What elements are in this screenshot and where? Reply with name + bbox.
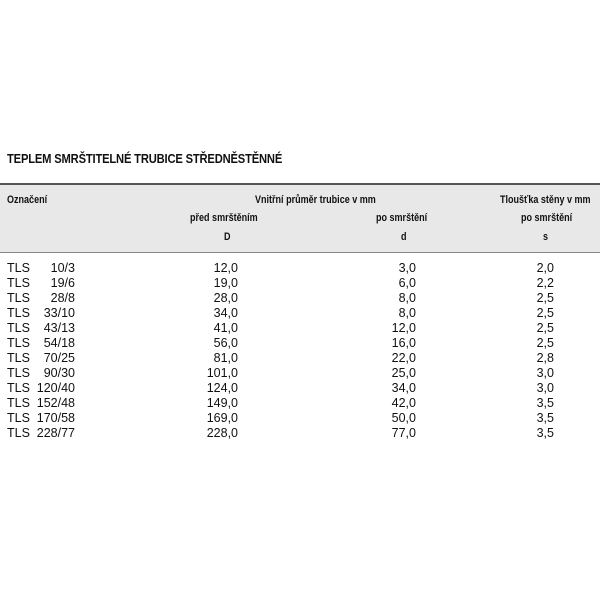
cell-diameter-before: 28,0: [213, 291, 238, 305]
cell-prefix: TLS: [7, 396, 30, 410]
cell-size: 120/40: [36, 381, 75, 395]
cell-wall-thickness: 2,5: [536, 291, 554, 305]
table-row: [0, 306, 600, 321]
cell-diameter-after: 22,0: [391, 351, 416, 365]
cell-wall-thickness: 2,5: [536, 321, 554, 335]
cell-size: 54/18: [43, 336, 75, 350]
cell-diameter-before: 169,0: [206, 411, 238, 425]
table-row: [0, 276, 600, 291]
cell-prefix: TLS: [7, 381, 30, 395]
cell-size: 90/30: [43, 366, 75, 380]
header-bottom-rule: [0, 252, 600, 253]
document-title: TEPLEM SMRŠTITELNÉ TRUBICE STŘEDNĚSTĚNNÉ: [7, 151, 283, 166]
header-wall-thickness: Tloušťka stěny v mm: [500, 194, 591, 206]
cell-wall-thickness: 2,5: [536, 306, 554, 320]
cell-diameter-before: 149,0: [206, 396, 238, 410]
cell-diameter-before: 101,0: [206, 366, 238, 380]
cell-wall-thickness: 2,5: [536, 336, 554, 350]
cell-wall-thickness: 2,2: [536, 276, 554, 290]
header-before-shrink: před smrštěním: [190, 212, 258, 224]
header-designation: Označení: [7, 194, 48, 206]
cell-wall-thickness: 3,0: [536, 381, 554, 395]
cell-wall-thickness: 3,5: [536, 411, 554, 425]
cell-prefix: TLS: [7, 291, 30, 305]
cell-wall-thickness: 2,8: [536, 351, 554, 365]
cell-diameter-after: 77,0: [391, 426, 416, 440]
table-row: [0, 396, 600, 411]
cell-prefix: TLS: [7, 366, 30, 380]
cell-prefix: TLS: [7, 351, 30, 365]
table-row: [0, 381, 600, 396]
cell-size: 43/13: [43, 321, 75, 335]
cell-prefix: TLS: [7, 411, 30, 425]
cell-prefix: TLS: [7, 426, 30, 440]
table-row: [0, 321, 600, 336]
cell-prefix: TLS: [7, 276, 30, 290]
table-row: [0, 261, 600, 276]
cell-diameter-after: 42,0: [391, 396, 416, 410]
header-after-shrink: po smrštění: [376, 212, 428, 224]
cell-wall-thickness: 3,5: [536, 396, 554, 410]
cell-prefix: TLS: [7, 321, 30, 335]
header-symbol-d: d: [401, 231, 407, 243]
cell-diameter-after: 16,0: [391, 336, 416, 350]
header-symbol-s: s: [543, 231, 549, 243]
cell-size: 10/3: [50, 261, 75, 275]
cell-diameter-after: 8,0: [398, 306, 416, 320]
cell-size: 170/58: [36, 411, 75, 425]
cell-size: 228/77: [36, 426, 75, 440]
cell-diameter-before: 124,0: [206, 381, 238, 395]
header-symbol-D: D: [224, 231, 231, 243]
cell-size: 70/25: [43, 351, 75, 365]
cell-wall-thickness: 3,0: [536, 366, 554, 380]
header-inner-diameter: Vnitřní průměr trubice v mm: [255, 194, 376, 206]
cell-diameter-before: 34,0: [213, 306, 238, 320]
cell-diameter-after: 6,0: [398, 276, 416, 290]
cell-wall-thickness: 3,5: [536, 426, 554, 440]
table-row: [0, 351, 600, 366]
table-row: [0, 336, 600, 351]
table-row: [0, 366, 600, 381]
cell-prefix: TLS: [7, 261, 30, 275]
cell-diameter-after: 12,0: [391, 321, 416, 335]
cell-size: 152/48: [36, 396, 75, 410]
table-header: [0, 185, 600, 252]
cell-prefix: TLS: [7, 306, 30, 320]
table-row: [0, 291, 600, 306]
cell-diameter-before: 19,0: [213, 276, 238, 290]
cell-diameter-after: 3,0: [398, 261, 416, 275]
cell-diameter-after: 50,0: [391, 411, 416, 425]
table-row: [0, 426, 600, 441]
cell-diameter-before: 56,0: [213, 336, 238, 350]
cell-diameter-before: 41,0: [213, 321, 238, 335]
cell-diameter-before: 12,0: [213, 261, 238, 275]
cell-diameter-after: 25,0: [391, 366, 416, 380]
cell-prefix: TLS: [7, 336, 30, 350]
header-wall-after-shrink: po smrštění: [521, 212, 573, 224]
cell-diameter-before: 228,0: [206, 426, 238, 440]
cell-diameter-before: 81,0: [213, 351, 238, 365]
table-row: [0, 411, 600, 426]
cell-diameter-after: 34,0: [391, 381, 416, 395]
cell-size: 19/6: [50, 276, 75, 290]
cell-size: 33/10: [43, 306, 75, 320]
cell-diameter-after: 8,0: [398, 291, 416, 305]
cell-size: 28/8: [50, 291, 75, 305]
cell-wall-thickness: 2,0: [536, 261, 554, 275]
